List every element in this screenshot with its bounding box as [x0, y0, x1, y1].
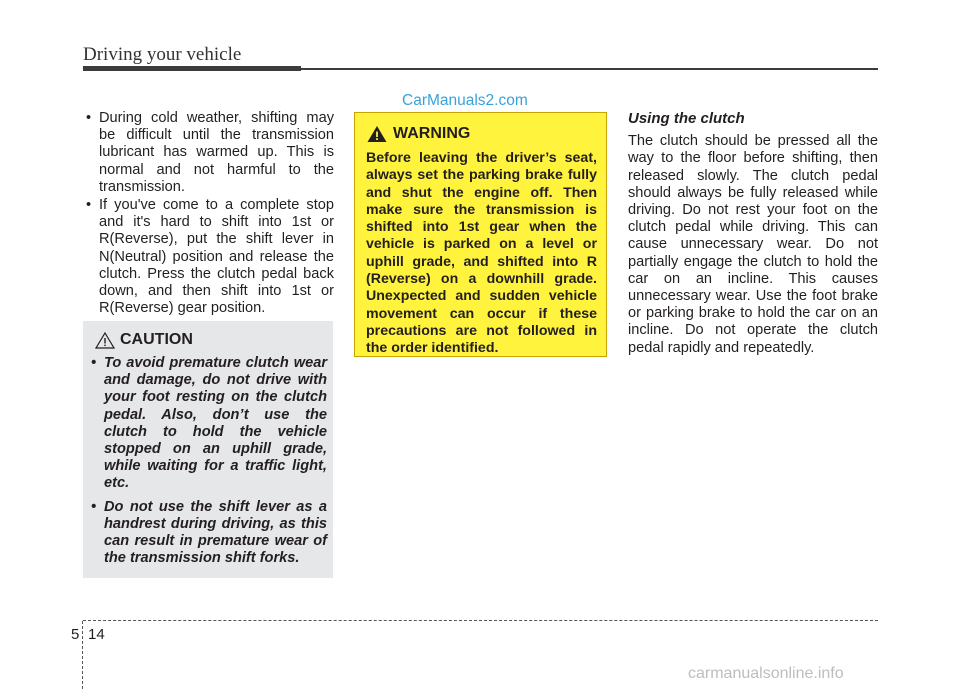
bullet-dot: • [86, 110, 92, 126]
caution-header [95, 331, 193, 349]
bullet-list [86, 110, 334, 318]
bullet-item: • During cold weather, shifting may be difficult until the transmission lubricant has warmed up. This is normal and not harmful to the transmission. [86, 110, 334, 195]
caution-title: CAUTION [120, 331, 193, 348]
footer-divider [82, 621, 83, 689]
warning-header [367, 125, 470, 143]
caution-box [83, 321, 333, 578]
warning-body: Before leaving the driver’s seat, always set the parking brake fully and shut the engine off. Then make sure the transmission is shifted into 1st gear when the vehicle is parked on a level or uphill grade, and shifted into R (Reverse) on a downhill grade. Unexpected and sudden vehicle movement can occur if these precautions are not followed in the order identified. [366, 150, 597, 357]
bullet-item: • If you've come to a complete stop and it's hard to shift into 1st or R(Reverse), put the shift lever in N(Neutral) position and release the clutch. Press the clutch pedal back down, and then shift into 1st or R(Reverse) gear position. [86, 197, 334, 317]
header-rule-thick [83, 66, 301, 71]
bullet-dot: • [86, 197, 92, 214]
warning-box [354, 112, 607, 357]
bullet-dot: • [91, 498, 97, 515]
page-header-title: Driving your vehicle [83, 44, 242, 65]
caution-triangle-icon [95, 332, 115, 349]
warning-title: WARNING [393, 125, 471, 142]
warning-triangle-icon [367, 125, 387, 143]
chapter-number: 5 [71, 626, 80, 643]
header-rule-thin [301, 68, 878, 70]
bullet-dot: • [91, 355, 97, 371]
caution-item: • Do not use the shift lever as a handrest during driving, as this can result in premature wear of the transmission shift forks. [91, 498, 327, 567]
watermark-text: CarManuals2.com [402, 92, 528, 109]
footer-rule [83, 620, 878, 621]
clutch-section [628, 110, 878, 357]
section-body: The clutch should be pressed all the way to the floor before shifting, then released slowly. The clutch pedal should always be fully released while driving. Do not rest your foot on the clutch pedal while driving. This can cause unnecessary wear. Do not partially engage the clutch to hold the car on an incline. This causes unnecessary wear. Use the foot brake or parking brake to hold the car on an incline. Do not operate the clutch pedal rapidly and repeatedly. [628, 133, 878, 356]
site-watermark: carmanualsonline.info [688, 665, 844, 682]
caution-item: • To avoid premature clutch wear and damage, do not drive with your foot resting on the clutch pedal. Also, don’t use the clutch to hold the vehicle stopped on an uphill grade, while waiting for a traffic light, etc. [91, 355, 327, 492]
caution-body [91, 355, 327, 573]
section-heading: Using the clutch [628, 110, 745, 127]
page-number: 14 [88, 626, 105, 643]
